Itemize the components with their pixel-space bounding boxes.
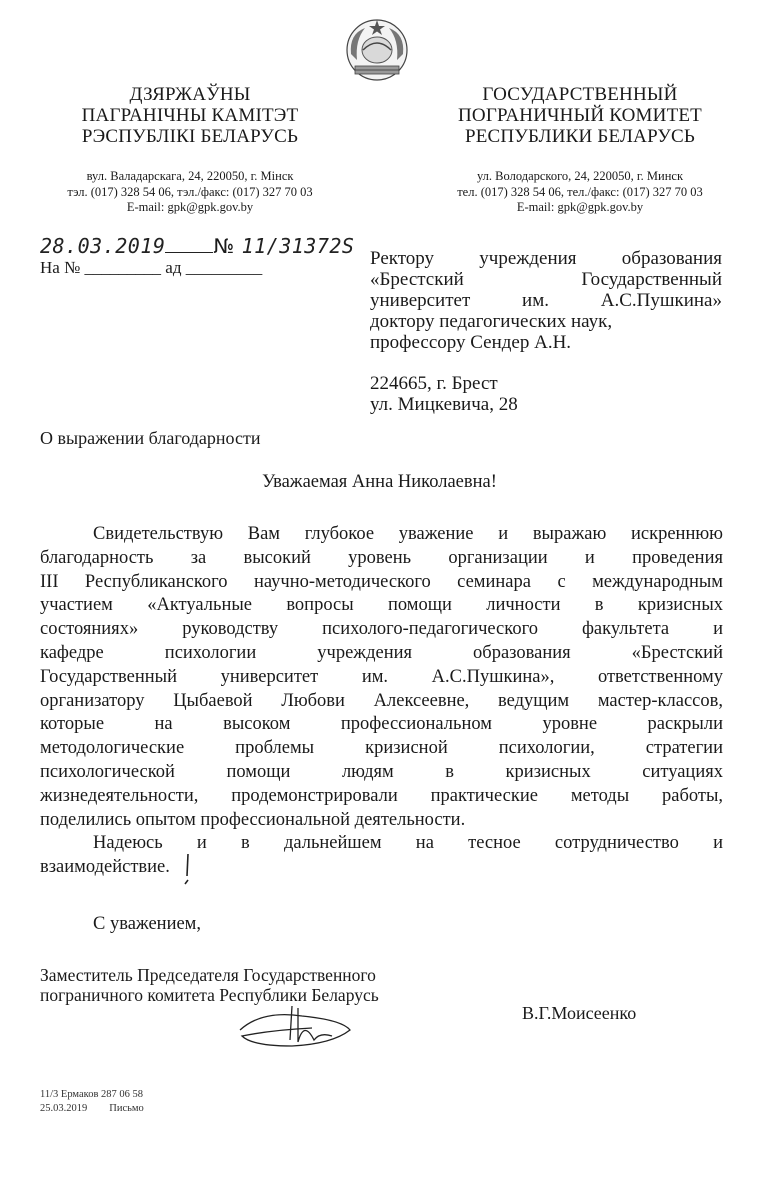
body-line: Надеюсь и в дальнейшем на тесное сотрудничество и [93,833,723,854]
body-line: состояниях» руководству психолого-педагогического факультета и [40,619,723,640]
contacts-russian [420,169,740,216]
outgoing-reference [40,234,354,258]
handwritten-number: 11/31372S [241,234,355,258]
org-name-belarusian [40,84,340,147]
addressee-line: университет им. А.С.Пушкина» [370,290,722,311]
org-name-line: ДЗЯРЖАЎНЫ [129,84,251,105]
address-line: ул. Володарского, 24, 220050, г. Минск [476,169,684,183]
handwritten-signature [232,1000,382,1055]
body-line: поделились опытом профессиональной деятельности. [40,809,466,830]
addressee-line: Ректору учреждения образования [370,248,722,269]
footer-date-line [40,1102,144,1116]
handwritten-date: 28.03.2019 [40,234,166,258]
letter-body [40,523,723,880]
body-line: организатору Цыбаевой Любови Алексеевне, ведущим мастер-классов, [40,690,723,711]
phone-line: тэл. (017) 328 54 06, тэл./факс: (017) 327 70 03 [67,184,313,199]
handwritten-correction-mark [183,852,193,888]
footer-date: 25.03.2019 [40,1102,88,1114]
incoming-reference: На № _________ ад _________ [40,258,263,277]
email-line: E-mail: gpk@gpk.gov.by [516,200,644,214]
body-line: III Республиканского научно-методического семинара с международным [40,571,723,592]
contacts-belarusian [20,169,360,216]
phone-line: тел. (017) 328 54 06, тел./факс: (017) 327 70 03 [457,184,703,199]
body-line: которые на высоком профессиональном уровне раскрыли [40,714,723,735]
addressee-line: доктору педагогических наук, [370,311,613,332]
address-line: ул. Мицкевича, 28 [370,394,518,415]
org-name-line: РЭСПУБЛІКІ БЕЛАРУСЬ [81,126,299,147]
signer-title-line: пограничного комитета Республики Беларусь [40,985,379,1005]
body-line: жизнедеятельности, продемонстрировали практические методы работы, [40,785,723,806]
closing-phrase: С уважением, [93,914,202,934]
body-line: взаимодействие. [40,857,170,878]
address-line: 224665, г. Брест [370,373,498,394]
executor-footer [40,1088,144,1115]
signer-name: В.Г.Моисеенко [522,1003,637,1023]
addressee-line: «Брестский Государственный [370,269,722,290]
body-line: кафедре психологии учреждения образования «Брестский [40,642,723,663]
org-name-russian [435,84,725,147]
belarus-coat-of-arms-icon [341,14,413,86]
addressee-block [370,248,722,353]
body-line: Государственный университет им. А.С.Пушкина», ответственному [40,666,723,687]
body-line: Свидетельствую Вам глубокое уважение и выражаю искреннюю [93,524,723,544]
address-line: вул. Валадарскага, 24, 220050, г. Мінск [86,169,294,183]
body-line: участием «Актуальные вопросы помощи личности в кризисных [40,595,723,616]
body-line: благодарность за высокий уровень организации и проведения [40,547,723,568]
body-line: методологические проблемы кризисной психологии, стратегии [40,738,723,759]
email-line: E-mail: gpk@gpk.gov.by [126,200,254,214]
addressee-postal-address [370,373,518,415]
executor-line: 11/3 Ермаков 287 06 58 [40,1089,144,1100]
body-line: психологической помощи людям в кризисных ситуациях [40,761,723,782]
salutation: Уважаемая Анна Николаевна! [262,472,497,492]
signer-title [40,965,379,1005]
org-name-line: ПАГРАНІЧНЫ КАМІТЭТ [81,105,299,126]
signer-title-line: Заместитель Председателя Государственного [40,965,376,985]
org-name-line: ГОСУДАРСТВЕННЫЙ [482,84,678,105]
addressee-line: профессору Сендер А.Н. [370,332,572,353]
letter-subject: О выражении благодарности [40,428,261,448]
org-name-line: РЕСПУБЛИКИ БЕЛАРУСЬ [464,126,695,147]
org-name-line: ПОГРАНИЧНЫЙ КОМИТЕТ [458,105,702,126]
number-sign: № [213,234,235,258]
footer-doc-type: Письмо [109,1102,144,1114]
